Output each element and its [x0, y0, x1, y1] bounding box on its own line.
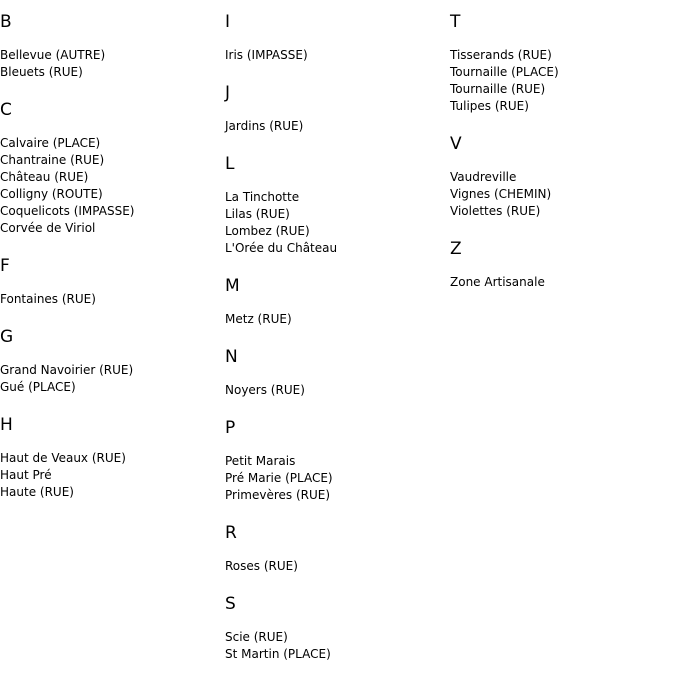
street-name: Colligny (ROUTE) — [0, 187, 103, 201]
street-name: Violettes (RUE) — [450, 204, 541, 218]
street-list — [0, 450, 210, 501]
street-list — [450, 274, 660, 291]
index-column-2 — [225, 12, 435, 682]
street-name: Bleuets (RUE) — [0, 65, 83, 79]
street-name: Haute (RUE) — [0, 485, 74, 499]
letter-group — [225, 12, 435, 64]
street-list — [225, 453, 435, 504]
letter-group — [225, 83, 435, 135]
letter-heading: F — [0, 256, 10, 276]
street-list — [0, 135, 210, 237]
street-name: Tournaille (RUE) — [450, 82, 546, 96]
letter-group — [450, 239, 660, 291]
letter-group — [0, 415, 210, 501]
letter-group — [450, 12, 660, 115]
street-list — [0, 362, 210, 396]
street-list — [0, 47, 210, 81]
street-name: Petit Marais — [225, 454, 296, 468]
index-column-1 — [0, 12, 210, 520]
street-list — [450, 169, 660, 220]
street-name: Coquelicots (IMPASSE) — [0, 204, 135, 218]
letter-heading: M — [225, 276, 240, 296]
street-list — [225, 118, 435, 135]
letter-heading: P — [225, 418, 236, 438]
letter-group — [225, 154, 435, 257]
letter-heading: H — [0, 415, 13, 435]
letter-heading: I — [225, 12, 231, 32]
letter-group — [225, 523, 435, 575]
street-list — [225, 558, 435, 575]
street-name: Tournaille (PLACE) — [450, 65, 559, 79]
letter-heading: C — [0, 100, 12, 120]
street-name: Haut de Veaux (RUE) — [0, 451, 126, 465]
street-name: Bellevue (AUTRE) — [0, 48, 106, 62]
letter-heading: S — [225, 594, 236, 614]
street-name: Chantraine (RUE) — [0, 153, 105, 167]
street-name: Tisserands (RUE) — [450, 48, 552, 62]
street-name: L'Orée du Château — [225, 241, 338, 255]
letter-heading: Z — [450, 239, 462, 259]
street-name: St Martin (PLACE) — [225, 647, 331, 661]
street-name: La Tinchotte — [225, 190, 300, 204]
street-name: Calvaire (PLACE) — [0, 136, 101, 150]
street-name: Château (RUE) — [0, 170, 89, 184]
street-name: Zone Artisanale — [450, 275, 545, 289]
letter-heading: V — [450, 134, 462, 154]
street-name: Noyers (RUE) — [225, 383, 305, 397]
letter-heading: J — [225, 83, 231, 103]
street-list — [225, 629, 435, 663]
street-list — [450, 47, 660, 115]
street-name: Gué (PLACE) — [0, 380, 76, 394]
street-name: Vignes (CHEMIN) — [450, 187, 552, 201]
street-name: Roses (RUE) — [225, 559, 298, 573]
street-name: Fontaines (RUE) — [0, 292, 96, 306]
letter-group — [0, 12, 210, 81]
letter-heading: R — [225, 523, 237, 543]
street-name: Jardins (RUE) — [225, 119, 304, 133]
street-name: Primevères (RUE) — [225, 488, 331, 502]
letter-heading: G — [0, 327, 14, 347]
letter-group — [225, 347, 435, 399]
street-name: Lilas (RUE) — [225, 207, 290, 221]
letter-group — [225, 418, 435, 504]
letter-group — [0, 256, 210, 308]
street-list — [225, 47, 435, 64]
street-list — [225, 189, 435, 257]
street-name: Lombez (RUE) — [225, 224, 310, 238]
street-name: Iris (IMPASSE) — [225, 48, 308, 62]
letter-heading: N — [225, 347, 238, 367]
street-list — [225, 311, 435, 328]
letter-heading: L — [225, 154, 235, 174]
street-list — [225, 382, 435, 399]
street-name: Tulipes (RUE) — [450, 99, 529, 113]
street-name: Grand Navoirier (RUE) — [0, 363, 134, 377]
letter-group — [0, 327, 210, 396]
street-name: Pré Marie (PLACE) — [225, 471, 333, 485]
street-name: Corvée de Viriol — [0, 221, 96, 235]
street-name: Vaudreville — [450, 170, 517, 184]
letter-group — [225, 276, 435, 328]
street-name: Scie (RUE) — [225, 630, 288, 644]
letter-group — [0, 100, 210, 237]
letter-group — [225, 594, 435, 663]
street-name: Metz (RUE) — [225, 312, 292, 326]
index-column-3 — [450, 12, 660, 310]
letter-group — [450, 134, 660, 220]
street-list — [0, 291, 210, 308]
letter-heading: T — [450, 12, 461, 32]
street-name: Haut Pré — [0, 468, 52, 482]
letter-heading: B — [0, 12, 12, 32]
